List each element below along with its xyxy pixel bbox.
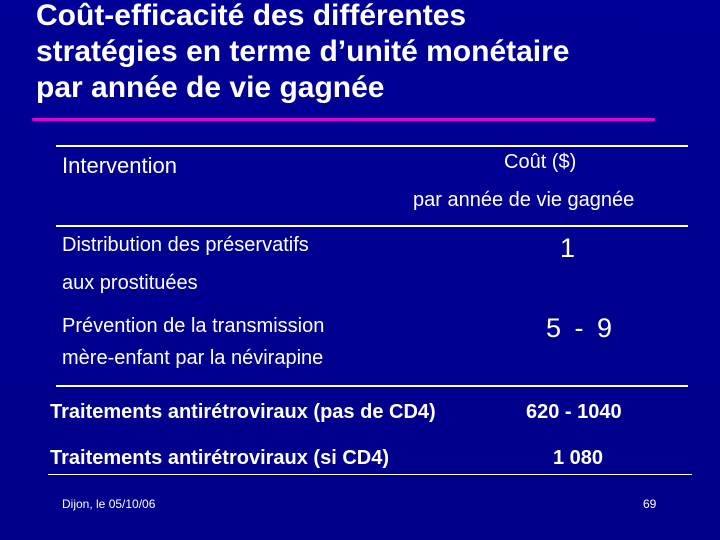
- row-value: 1 080: [553, 447, 604, 469]
- title-line-3: par année de vie gagnée: [36, 71, 385, 104]
- row-label: Traitements antirétroviraux (si CD4): [50, 447, 389, 469]
- row-label: Traitements antirétroviraux (pas de CD4): [50, 401, 436, 423]
- table-bottom-rule: [48, 474, 692, 475]
- row-label-line-2: mère-enfant par la névirapine: [62, 347, 324, 369]
- row-value: 5 - 9: [546, 313, 616, 343]
- section-rule: [56, 385, 688, 387]
- header-cost-line-1: Coût ($): [504, 151, 577, 173]
- table-top-rule: [56, 145, 688, 147]
- header-intervention: Intervention: [62, 153, 177, 178]
- row-value: 1: [560, 233, 576, 263]
- slide-title: [36, 0, 706, 106]
- header-cost-line-2: par année de vie gagnée: [413, 189, 635, 211]
- row-label-line-1: Distribution des préservatifs: [62, 234, 309, 256]
- row-label-line-2: aux prostituées: [62, 272, 198, 294]
- row-value: 620 - 1040: [526, 401, 622, 423]
- title-line-2: stratégies en terme d’unité monétaire: [36, 35, 570, 68]
- page-number: 69: [643, 497, 657, 511]
- title-line-1: Coût-efficacité des différentes: [36, 0, 467, 32]
- footer-date: Dijon, le 05/10/06: [62, 497, 156, 511]
- row-label-line-1: Prévention de la transmission: [62, 315, 325, 337]
- header-bottom-rule: [56, 225, 688, 227]
- title-underline: [32, 118, 655, 121]
